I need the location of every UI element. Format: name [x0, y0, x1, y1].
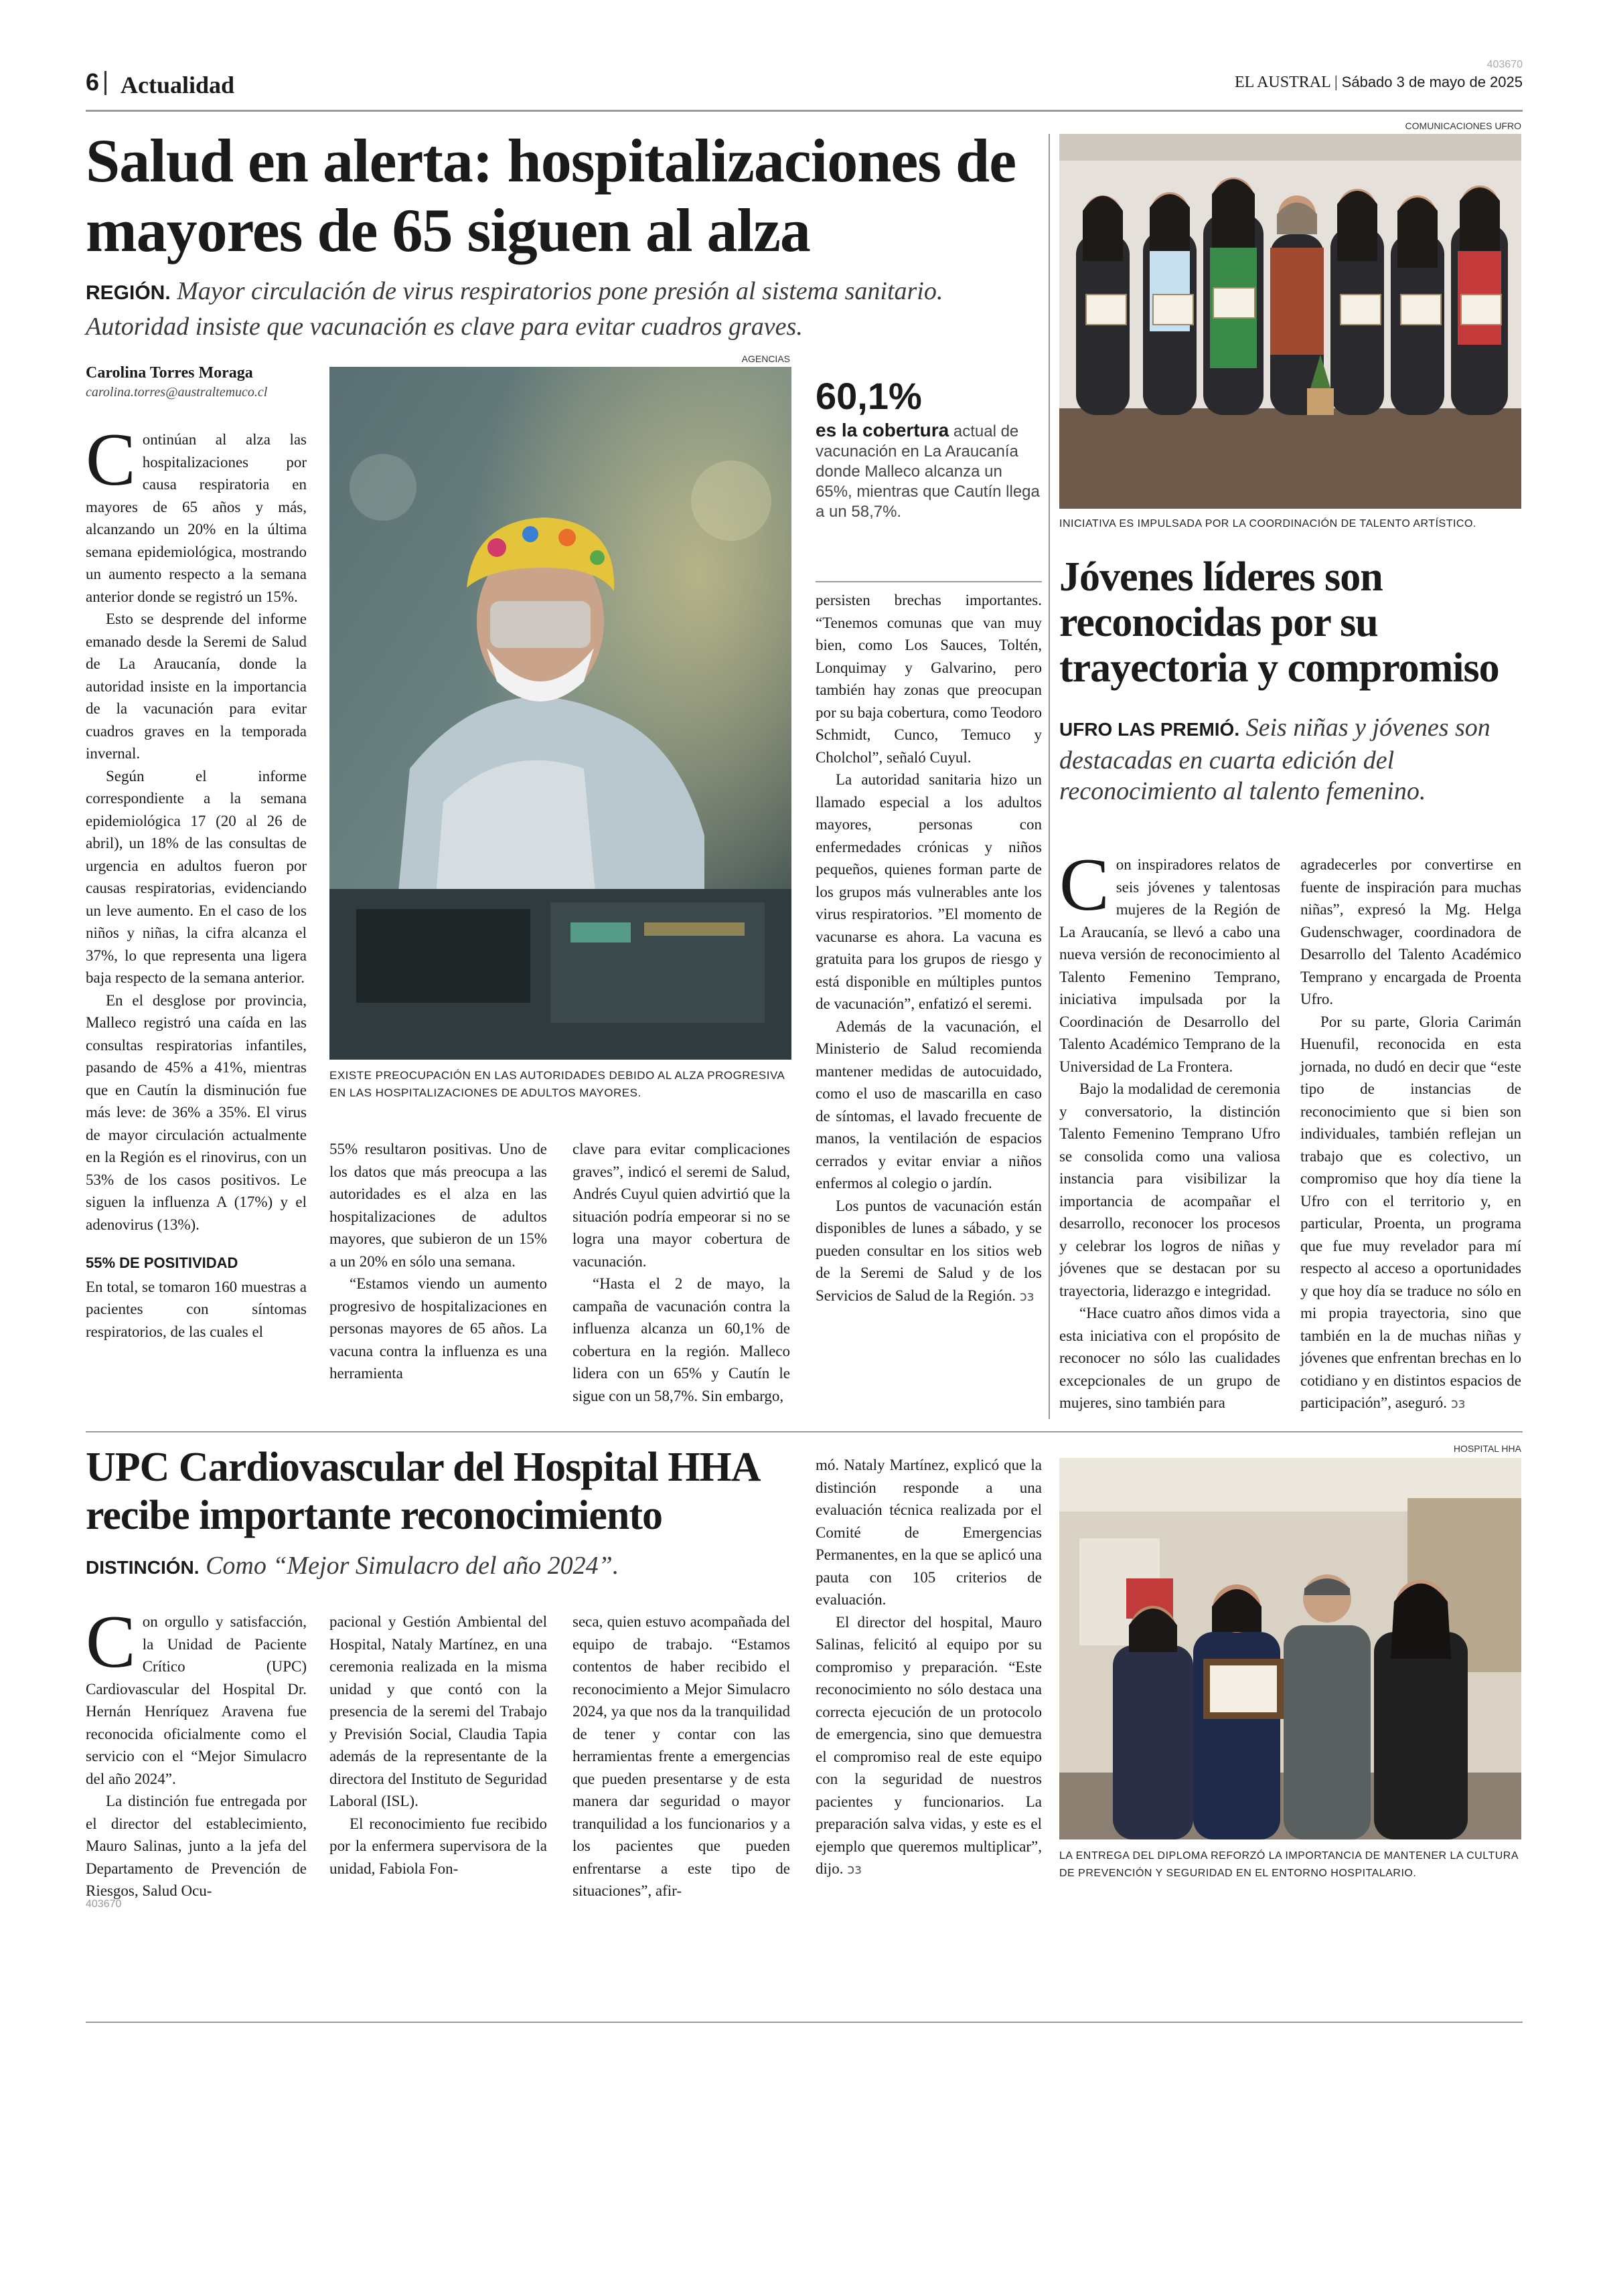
main-col-1 — [86, 418, 307, 1343]
bottom-col1-para-2: La distinción fue entregada por el director del establecimiento, Mauro Salinas, junto a la jefa del Departamento de Prevención de Riesgos, Salud Ocu- — [86, 1793, 307, 1899]
main-photo — [329, 367, 791, 1060]
bottom-dek-text: Como “Mejor Simulacro del año 2024”. — [206, 1552, 619, 1580]
bottom-col3-para-1: seca, quien estuvo acompañada del equipo de trabajo. “Estamos contentos de haber recibido el reconocimiento a Mejor Simulacro 2024, ya que nos da la tranquilidad de tener y contar con las herramientas frente a emergencias que pueden presentarse y de esta manera dar seguridad o mayor tranquilidad a los funcionarios y a los pacientes que pueden enfrentarse a este tipo de situaciones”, afir- — [572, 1613, 790, 1899]
side-col-1 — [1059, 843, 1280, 1414]
side-col1-para-1-text: on inspiradores relatos de seis jóvenes y talentosas mujeres de la Región de La Araucanía, se llevó a cabo una nueva versión de reconocimiento al Talento Femenino Temprano, iniciativa impulsada por la Coordinación de Desarrollo del Talento Académico Temprano de la Universidad de La Frontera. — [1059, 856, 1280, 1075]
bottom-col-4 — [816, 1454, 1042, 1881]
bottom-col1-para-1-text: on orgullo y satisfacción, la Unidad de Paciente Crítico (UPC) Cardiovascular del Hospital Dr. Hernán Henríquez Aravena fue reconocida oficialmente como el servicio con el “Mejor Simulacro del año 2024”. — [86, 1613, 307, 1787]
bottom-headline: UPC Cardiovascular del Hospital HHA recibe importante reconocimiento — [86, 1445, 759, 1538]
main-col4-para-2: La autoridad sanitaria hizo un llamado especial a los adultos mayores, personas con enfermedades crónicas y niños pequeños, quienes forman parte de los grupos más vulnerables ante los virus respiratorios. ”El momento de vacunarse es ahora. La vacuna es gratuita para los grupos de riesgo y está disponible en múltiples puntos de vacunación”, enfatizó el seremi. — [816, 771, 1042, 1012]
bottom-photo-credit: HOSPITAL HHA — [1453, 1443, 1521, 1454]
dateline-divider: | — [1334, 74, 1342, 91]
issue-date: Sábado 3 de mayo de 2025 — [1341, 74, 1523, 90]
header-ref-code: 403670 — [1486, 59, 1523, 70]
group-award-photo — [1059, 134, 1521, 509]
main-col4-para-1: persisten brechas importantes. “Tenemos comunas que van muy bien, como Los Sauces, Toltén, Lonquimay y Galvarino, pero también hay zonas que preocupan por su baja cobertura, como Teodoro Schmidt, Cunco, Temuco y Cholchol”, señaló Cuyul. — [816, 592, 1042, 766]
main-col4-para-4-text: Los puntos de vacunación están disponibles de lunes a sábado, y se pueden consultar en los sitios web de la Seremi de Salud y de los Servicios de Salud de la Región. — [816, 1197, 1042, 1304]
side-kicker: UFRO LAS PREMIÓ. — [1059, 719, 1240, 740]
page-number: 6 — [86, 68, 100, 96]
side-drop-cap: C — [1059, 843, 1109, 926]
side-col2-para-1: agradecerles por convertirse en fuente de inspiración para muchas niñas”, expresó la Mg. Helga Gudenschwager, coordinadora de Desarrollo del Talento Académico Temprano y encargada de Proenta Ufro. — [1300, 856, 1521, 1007]
section-label: Actualidad — [121, 72, 235, 98]
main-kicker: REGIÓN. — [86, 282, 171, 304]
main-dek — [86, 274, 1043, 343]
side-col2-para-2 — [1300, 1011, 1521, 1415]
healthcare-worker-photo — [329, 367, 791, 1060]
bottom-col4-para-1: mó. Nataly Martínez, explicó que la distinción responde a una evaluación técnica realizada por el Comité de Emergencias Permanentes, en la que se aplicó una pauta con 105 criterios de evaluación. — [816, 1457, 1042, 1608]
main-col1-para-1-text: ontinúan al alza las hospitalizaciones por causa respiratoria en mayores de 65 años y más, alcanzando un 20% en la última semana epidemiológica, mostrando un aumento respecto a la semana anterior donde se registró un 15%. — [86, 431, 307, 605]
stat-text — [816, 420, 1042, 522]
side-photo-credit: COMUNICACIONES UFRO — [1405, 120, 1521, 131]
main-headline: Salud en alerta: hospitalizaciones de mayores de 65 siguen al alza — [86, 127, 1016, 264]
stat-rule — [816, 581, 1042, 582]
main-col-4 — [816, 589, 1042, 1307]
main-col1-para-3: Según el informe correspondiente a la semana epidemiológica 17 (20 al 26 de abril), un 18% de las consultas de urgencia en adultos fueron por causas respiratorias, evidenciando un leve aumento. En el caso de los niños y niñas, la cifra alcanza el 37%, lo que representa una ligera baja respecto de la semana anterior. — [86, 767, 307, 986]
paper-name: EL AUSTRAL — [1234, 74, 1330, 91]
side-end-mark-icon: ↄз — [1450, 1395, 1466, 1411]
side-col1-para-3: “Hace cuatro años dimos vida a esta iniciativa con el propósito de reconocer no sólo las cualidades excepcionales de un grupo de mujeres, sino también para — [1059, 1305, 1280, 1411]
bottom-dek — [86, 1550, 822, 1583]
header-dateline — [1235, 74, 1523, 92]
side-photo — [1059, 134, 1521, 509]
stat-lead: es la cobertura — [816, 420, 949, 440]
side-headline: Jóvenes líderes son reconocidas por su trayectoria y compromiso — [1059, 554, 1499, 691]
bottom-col2-para-1: pacional y Gestión Ambiental del Hospital, Nataly Martínez, en una ceremonia realizada en la misma unidad y que contó con la presencia de la seremi del Trabajo y Previsión Social, Claudia Tapia además de la representante de la directora del Instituto de Seguridad Laboral (ISL). — [329, 1613, 547, 1809]
main-col1-para-2: Esto se desprende del informe emanado desde la Seremi de Salud de La Araucanía, donde la autoridad insiste en la importancia de la vacunación para evitar cuadros graves en la temporada invernal. — [86, 610, 307, 762]
stat-description: actual de vacunación en La Araucanía donde Malleco alcanza un 65%, mientras que Cautín llega a un 58,7%. — [816, 422, 1040, 521]
main-photo-caption: EXISTE PREOCUPACIÓN EN LAS AUTORIDADES DEBIDO AL ALZA PROGRESIVA EN LAS HOSPITALIZACIONES DE ADULTOS MAYORES. — [329, 1069, 785, 1099]
stat-callout — [816, 375, 1042, 522]
page-header — [86, 59, 1523, 107]
bottom-col1-para-1 — [86, 1601, 307, 1790]
main-col1-para-5: En total, se tomaron 160 muestras a pacientes con síntomas respiratorios, de las cuales el — [86, 1278, 307, 1340]
byline — [86, 364, 313, 400]
bottom-col-2 — [329, 1611, 547, 1880]
main-col-3 — [572, 1138, 790, 1407]
byline-name: Carolina Torres Moraga — [86, 364, 253, 382]
side-dek-text: Seis niñas y jóvenes son destacadas en cuarta edición del reconocimiento al talento femenino. — [1059, 714, 1490, 805]
bottom-kicker: DISTINCIÓN. — [86, 1557, 200, 1578]
main-col4-para-3: Además de la vacunación, el Ministerio de Salud recomienda mantener medidas de autocuidado, como el uso de mascarilla en caso de síntomas, el lavado frecuente de manos, la ventilación de espacios cerrados y evitar enviar a niños enfermos al colegio o jardín. — [816, 1017, 1042, 1192]
page-bottom-rule — [86, 2022, 1523, 2023]
main-photo-credit: AGENCIAS — [741, 353, 790, 364]
bottom-col4-para-2 — [816, 1611, 1042, 1881]
side-col2-para-2-text: Por su parte, Gloria Carimán Huenufil, reconocida en esta jornada, no dudó en decir que “este tipo de instancias de reconocimiento que si bien son individuales, también reflejan un trabajo que es colectivo, un compromiso que hoy día tiene la Ufro con el territorio y, en particular, Proenta, un programa que fue muy revelador para mí respecto al acceso a oportunidades y que hoy día se traduce no sólo en mi propia trayectoria, sino que también en la de muchas niñas y jóvenes que enfrentan brechas en lo cotidiano y en distintos espacios de participación”, aseguró. — [1300, 1013, 1521, 1411]
main-subhead: 55% DE POSITIVIDAD — [86, 1254, 238, 1271]
main-col3-para-2: “Hasta el 2 de mayo, la campaña de vacunación contra la influenza alcanza un 60,1% de cobertura en la región. Malleco lidera con un 65% y Cautín le sigue con un 58,7%. Sin embargo, — [572, 1275, 790, 1404]
bottom-end-mark-icon: ↄз — [847, 1861, 862, 1877]
diploma-ceremony-photo — [1059, 1458, 1521, 1839]
bottom-col-1 — [86, 1601, 307, 1902]
main-col3-para-1: clave para evitar complicaciones graves”, indicó el seremi de Salud, Andrés Cuyul quien advirtió que la situación podría empeorar si no se logra una mayor cobertura de vacunación. — [572, 1141, 790, 1270]
header-rule — [86, 110, 1523, 112]
stat-value: 60,1% — [816, 375, 922, 417]
main-col1-para-4: En el desglose por provincia, Malleco registró una caída en las consultas respiratorias infantiles, pasando de 45% a 41%, mientras que en Cautín la disminución fue más leve: de 36% a 35%. El virus de mayor circulación actualmente en la Región es el rinovirus, con un 53% de los casos positivos. Le siguen la influenza A (17%) y el adenovirus (13%). — [86, 991, 307, 1233]
column-divider — [1049, 134, 1050, 1419]
side-col1-para-1 — [1059, 843, 1280, 1078]
main-col4-para-4 — [816, 1195, 1042, 1308]
footer-code: 403670 — [86, 1898, 122, 1910]
side-dek — [1059, 712, 1521, 807]
section-divider — [86, 1431, 1523, 1432]
bottom-col-3 — [572, 1611, 790, 1902]
main-col2-para-1: 55% resultaron positivas. Uno de los datos que más preocupa a las autoridades es el alza en las hospitalizaciones de adultos mayores, que subieron de un 15% a un 20% en sólo una semana. — [329, 1141, 547, 1270]
main-col-2 — [329, 1138, 547, 1385]
side-col-2 — [1300, 853, 1521, 1415]
end-mark-icon: ↄз — [1019, 1287, 1035, 1304]
bottom-drop-cap: C — [86, 1601, 136, 1684]
main-dek-text: Mayor circulación de virus respiratorios pone presión al sistema sanitario. Autoridad insiste que vacunación es clave para evitar cuadros graves. — [86, 277, 943, 341]
main-col1-para-1 — [86, 418, 307, 608]
bottom-col4-para-2-text: El director del hospital, Mauro Salinas, felicitó al equipo por su compromiso y preparación. “Este reconocimiento no sólo destaca una correcta ejecución de un protocolo de emergencia, sino que demuestra el compromiso real de este equipo con la seguridad de nuestros pacientes y funcionarios. La preparación salva vidas, y este es el ejemplo que queremos multiplicar”, dijo. — [816, 1613, 1042, 1877]
byline-email: carolina.torres@australtemuco.cl — [86, 385, 268, 400]
bottom-photo — [1059, 1458, 1521, 1839]
bottom-col2-para-2: El reconocimiento fue recibido por la enfermera supervisora de la unidad, Fabiola Fon- — [329, 1815, 547, 1877]
main-col2-para-2: “Estamos viendo un aumento progresivo de hospitalizaciones en personas mayores de 65 años. La vacuna contra la influenza es una herramienta — [329, 1275, 547, 1382]
page-number-divider — [104, 71, 106, 95]
side-col1-para-2: Bajo la modalidad de ceremonia y conversatorio, la distinción Talento Femenino Temprano Ufro se consolida como una valiosa instancia para visibilizar la importancia de acompañar el desarrollo, reconocer los procesos y celebrar los logros de niñas y jóvenes que se destacan por su trayectoria, liderazgo e integridad. — [1059, 1080, 1280, 1299]
drop-cap: C — [86, 418, 136, 501]
side-photo-caption: INICIATIVA ES IMPULSADA POR LA COORDINACIÓN DE TALENTO ARTÍSTICO. — [1059, 518, 1476, 529]
bottom-photo-caption: LA ENTREGA DEL DIPLOMA REFORZÓ LA IMPORTANCIA DE MANTENER LA CULTURA DE PREVENCIÓN Y SEGURIDAD EN EL ENTORNO HOSPITALARIO. — [1059, 1850, 1519, 1879]
